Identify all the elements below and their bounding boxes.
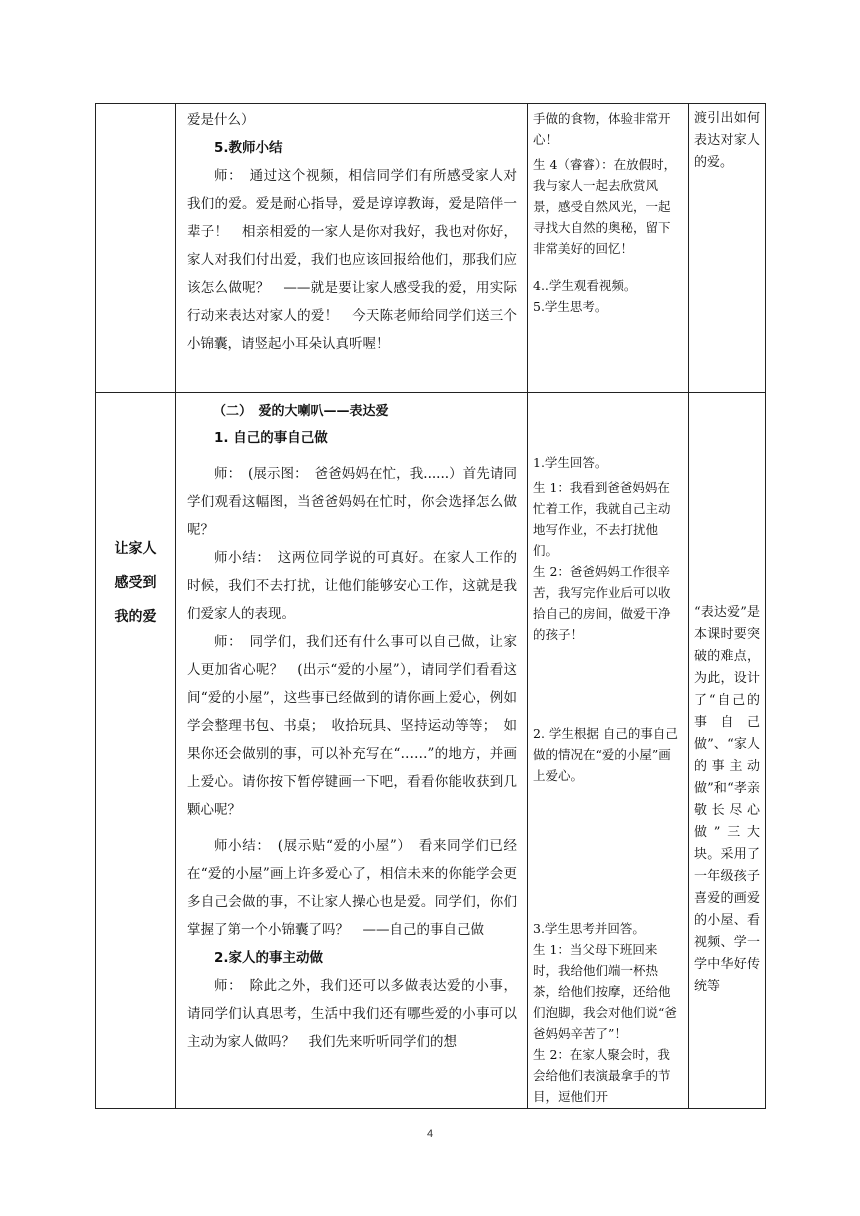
topic-line: 我的爱 (114, 609, 157, 625)
section-heading: 5.教师小结 (214, 140, 283, 156)
paragraph: 师： 同学们，我们还有什么事可以自己做，让家人更加省心呢？ (出示“爱的小屋”），请同学们看看这间“爱的小屋”，这些事已经做到的请你画上爱心，例如学会整理书包、书桌； 收拾玩具、坚持运动等等； 如果你还会做别的事，可以补充写在“……”的地方，并画上爱心。请你按下暂停键画一下吧，看看你能收获到几颗心呢？ (187, 634, 517, 818)
paragraph: 1.学生回答。 (533, 455, 608, 470)
page-number: 4 (426, 1128, 434, 1140)
section-title: （二） 爱的大喇叭——表达爱 (213, 404, 389, 419)
row2-teacher-activity (187, 400, 517, 1106)
paragraph: “表达爱”是本课时要突破的难点，为此，设计了“自己的事自己做”、“家人的事主动做”和“孝亲敬长尽心做”三大块。采用了一年级孩子喜爱的画爱的小屋、看视频、学一学中华好传统等 (694, 605, 760, 994)
section-heading: 1. 自己的事自己做 (214, 430, 328, 446)
column-divider (688, 104, 689, 1108)
paragraph: 3.学生思考并回答。 (533, 921, 645, 936)
paragraph: 手做的食物，体验非常开心！ (533, 111, 671, 147)
column-divider (175, 104, 176, 1108)
paragraph: 5.学生思考。 (533, 299, 608, 314)
lesson-plan-table (95, 103, 766, 1109)
paragraph: 师： 除此之外，我们还可以多做表达爱的小事，请同学们认真思考，生活中我们还有哪些爱的小事可以主动为家人做吗？ 我们先来听听同学们的想 (187, 978, 517, 1050)
paragraph: 师小结： (展示贴“爱的小屋”） 看来同学们已经在“爱的小屋”画上许多爱心了，相信未来的你能学会更多自己会做的事，不让家人操心也是爱。同学们，你们掌握了第一个小锦囊了吗？ ——自己的事自己做 (187, 838, 517, 938)
paragraph: 师： (展示图： 爸爸妈妈在忙，我......）首先请同学们观看这幅图，当爸爸妈妈在忙时，你会选择怎么做呢？ (187, 466, 517, 538)
paragraph: 渡引出如何表达对家人的爱。 (694, 111, 760, 170)
topic-line: 感受到 (114, 575, 157, 591)
row-divider (96, 392, 765, 393)
paragraph: 生 4（睿睿）：在放假时，我与家人一起去欣赏风景，感受自然风光，一起寻找大自然的奥秘，留下非常美好的回忆！ (533, 157, 677, 256)
paragraph: 师小结： 这两位同学说的可真好。在家人工作的时候，我们不去打扰，让他们能够安心工作，这就是我们爱家人的表现。 (187, 550, 517, 622)
row1-design-intent (694, 108, 760, 390)
paragraph: 生 2：爸爸妈妈工作很辛苦，我写完作业后可以收拾自己的房间，做爱干净的孩子！ (533, 564, 671, 642)
paragraph: 生 1：当父母下班回来时，我给他们端一杯热茶，给他们按摩，还给他们泡脚，我会对他们说“爸爸妈妈辛苦了”！ (533, 942, 677, 1041)
paragraph: 生 2：在家人聚会时，我会给他们表演最拿手的节目，逗他们开 (533, 1047, 671, 1104)
row2-design-intent (694, 602, 760, 1106)
row2-student-activity (533, 452, 681, 1106)
row1-student-activity (533, 108, 681, 390)
paragraph: 爱是什么） (187, 112, 255, 128)
paragraph: 2. 学生根据 自己的事自己做的情况在“爱的小屋”画上爱心。 (533, 726, 678, 783)
column-divider (527, 104, 528, 1108)
section-heading: 2.家人的事主动做 (214, 950, 324, 966)
row1-teacher-activity (187, 106, 517, 390)
paragraph: 师： 通过这个视频，相信同学们有所感受家人对我们的爱。爱是耐心指导，爱是谆谆教诲，爱是陪伴一辈子！ 相亲相爱的一家人是你对我好，我也对你好，家人对我们付出爱，我们也应该回报给他们，那我们应该怎么做呢？ ——就是要让家人感受我的爱，用实际行动来表达对家人的爱！ 今天陈老师给同学们送三个小锦囊，请竖起小耳朵认真听喔！ (187, 168, 517, 352)
paragraph: 生 1：我看到爸爸妈妈在忙着工作，我就自己主动地写作业，不去打扰他们。 (533, 480, 671, 558)
row2-topic (96, 532, 175, 634)
topic-line: 让家人 (114, 541, 157, 557)
paragraph: 4..学生观看视频。 (533, 278, 637, 293)
